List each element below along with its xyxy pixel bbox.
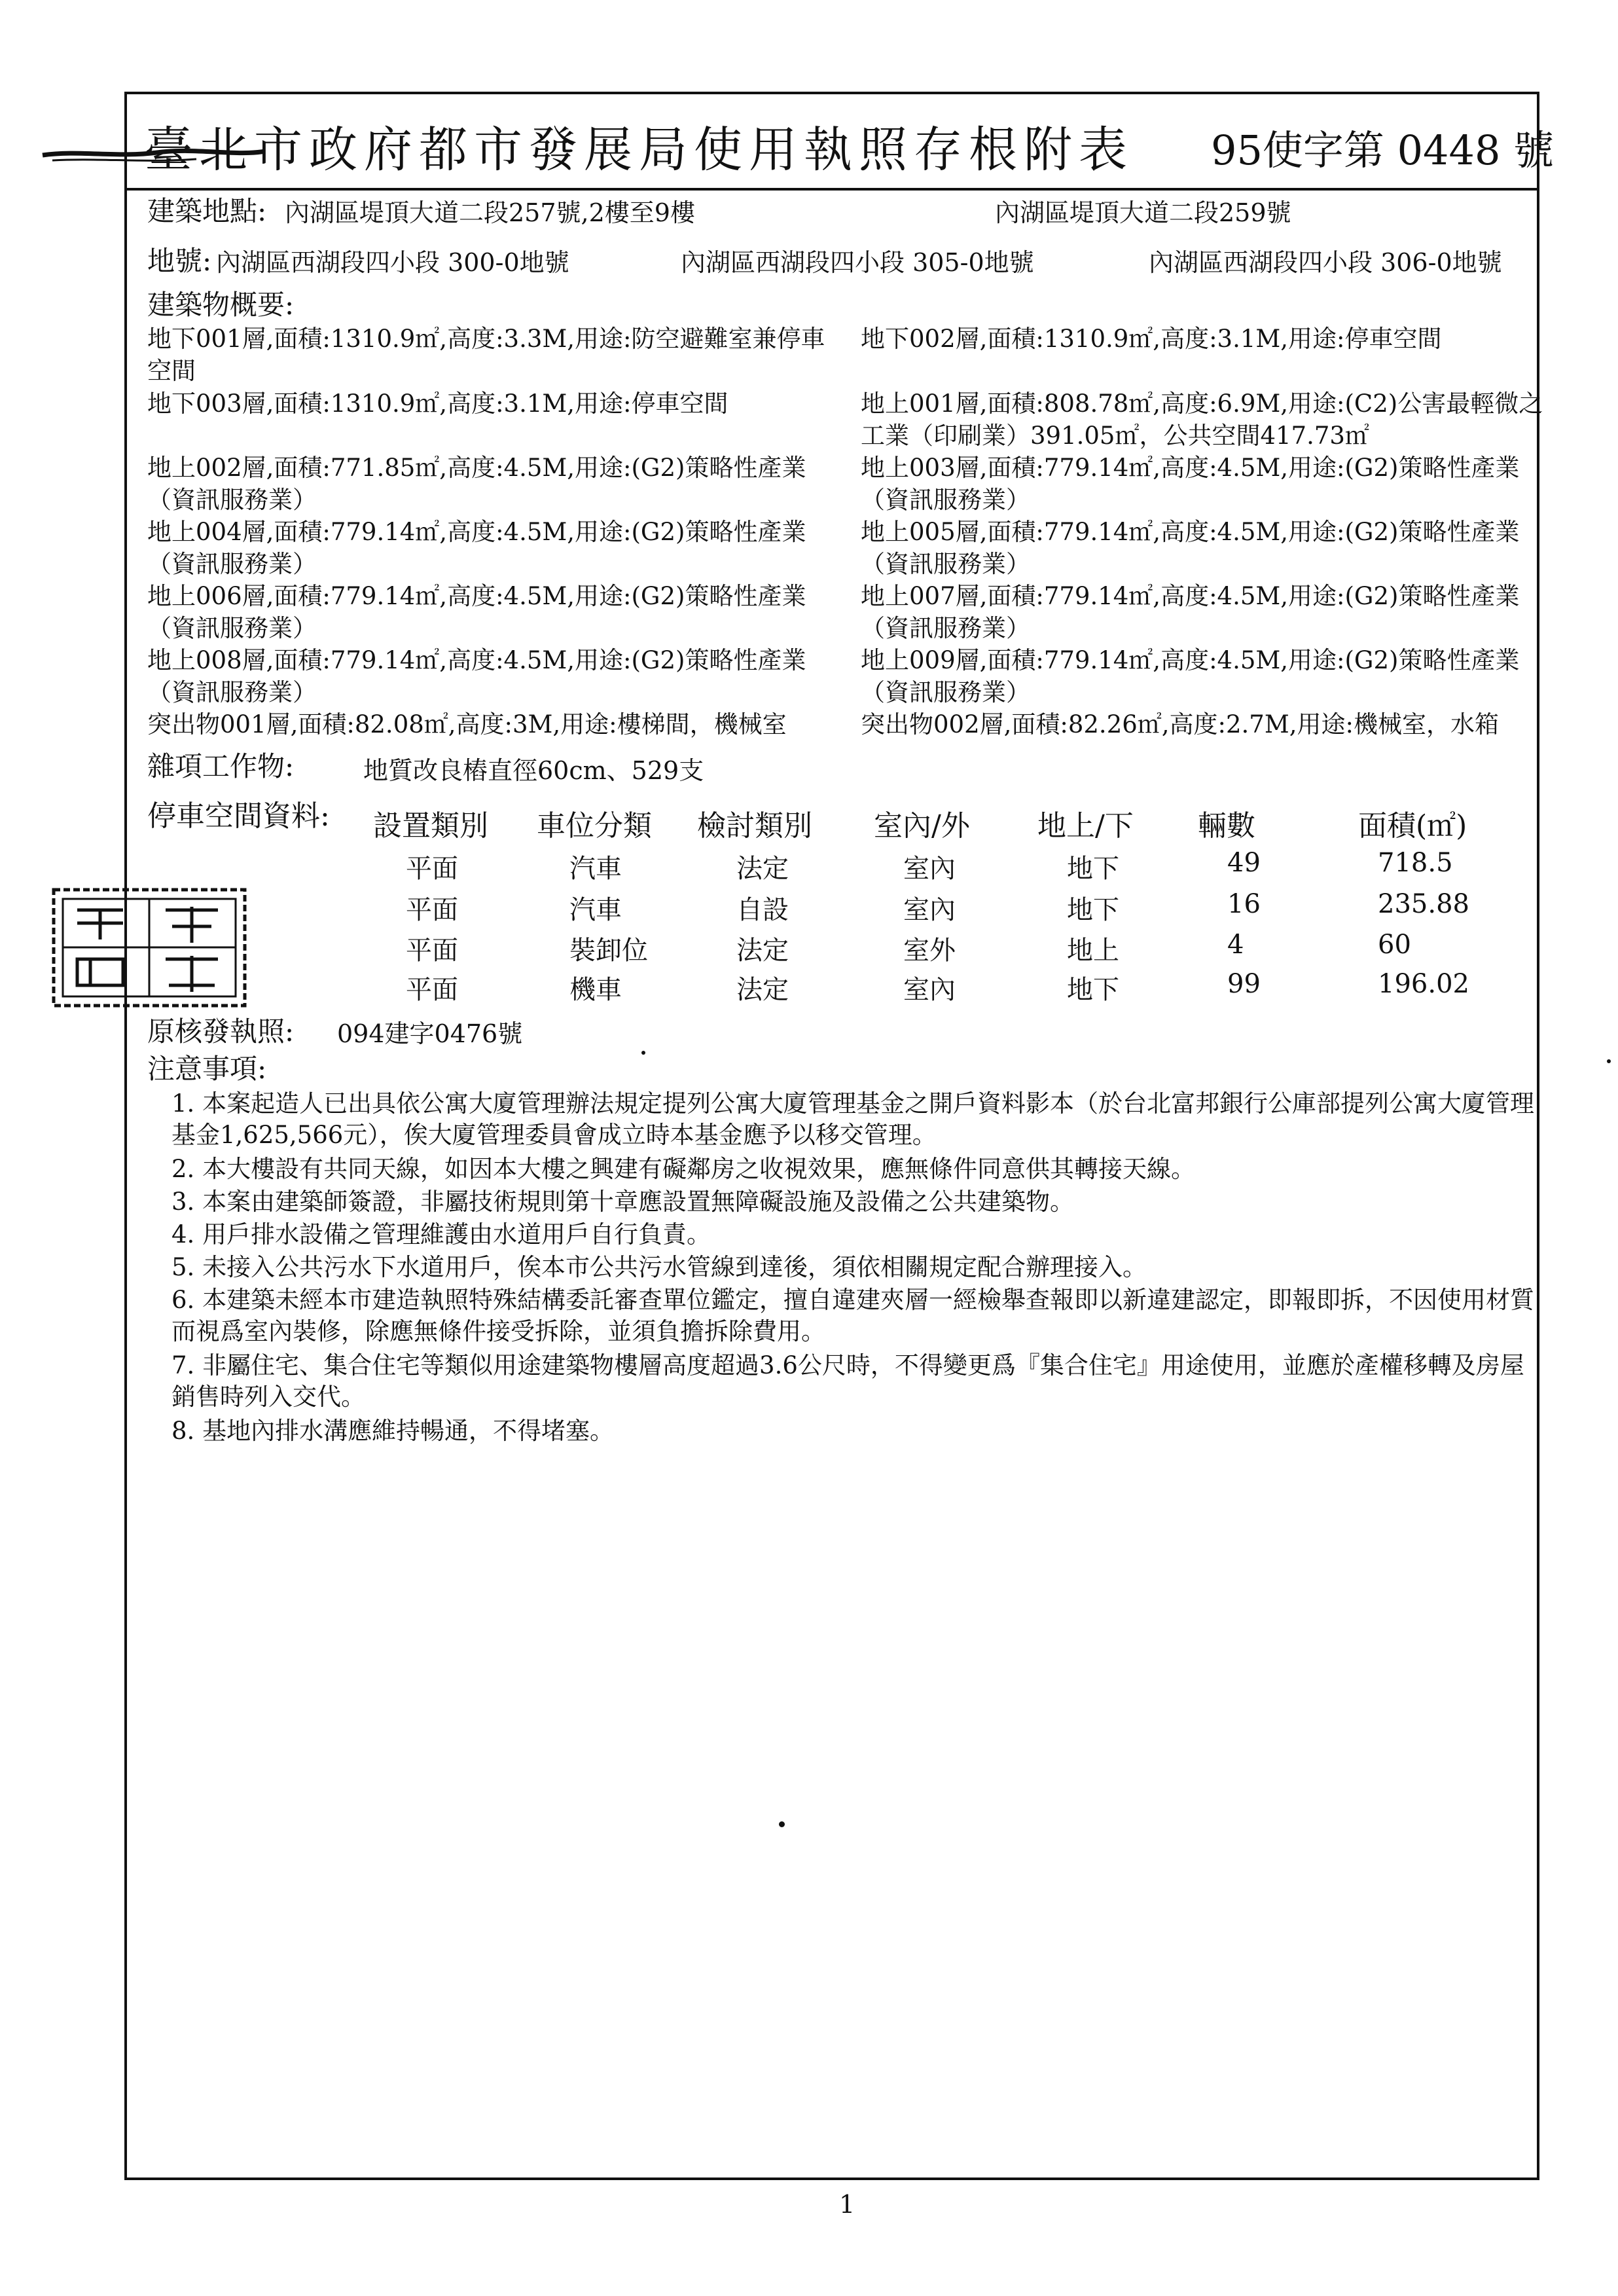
lot-number-3: 內湖區西湖段四小段 306-0地號: [1149, 248, 1502, 277]
notes-label: 注意事項:: [147, 1053, 267, 1085]
note-item: 6. 本建築未經本市建造執照特殊結構委託審查單位鑑定，擅自違建夾層一經檢舉查報即以新違建認定，即報即拆，不因使用材質而視爲室內裝修，除應無條件接受拆除，並須負擔拆除費用。: [171, 1286, 1535, 1345]
parking-header: 車位分類: [537, 809, 652, 843]
floor-entry: 地下002層,面積:1310.9㎡,高度:3.1M,用途:停車空間: [861, 325, 1442, 353]
floor-entry: 地下001層,面積:1310.9㎡,高度:3.3M,用途:防空避難室兼停車空間: [147, 325, 825, 385]
floor-entry: 地上003層,面積:779.14㎡,高度:4.5M,用途:(G2)策略性產業（資訊服務業）: [861, 454, 1520, 514]
note-item: 8. 基地內排水溝應維持暢通，不得堵塞。: [171, 1417, 615, 1445]
note-item: 4. 用戶排水設備之管理維護由水道用戶自行負責。: [171, 1220, 711, 1248]
parking-header: 檢討類別: [697, 809, 812, 843]
parking-cell: 法定: [736, 975, 789, 1005]
floor-entry: 突出物002層,面積:82.26㎡,高度:2.7M,用途:機械室，水箱: [861, 710, 1499, 738]
parking-cell: 裝卸位: [569, 936, 648, 966]
note-item: 1. 本案起造人已出具依公寓大廈管理辦法規定提列公寓大廈管理基金之開戶資料影本（於台北富邦銀行公庫部提列公寓大廈管理基金1,625,566元），俟大廈管理委員會成立時本基金應予以移交管理。: [171, 1089, 1535, 1149]
parking-cell: 法定: [736, 854, 789, 884]
parking-header: 輛數: [1198, 809, 1255, 843]
overview-label: 建築物概要:: [147, 289, 295, 321]
floor-entry: 地上008層,面積:779.14㎡,高度:4.5M,用途:(G2)策略性產業（資訊服務業）: [147, 646, 806, 706]
permit-number: 95使字第 0448 號: [1211, 126, 1555, 174]
parking-cell: 室內: [903, 975, 956, 1005]
scan-speck: [641, 1051, 645, 1055]
official-seal-stamp: [51, 887, 247, 1008]
parking-cell: 汽車: [569, 895, 622, 925]
floor-entry: 地上007層,面積:779.14㎡,高度:4.5M,用途:(G2)策略性產業（資訊服務業）: [861, 582, 1520, 642]
parking-cell: 地下: [1067, 895, 1119, 925]
floor-entry: 地上005層,面積:779.14㎡,高度:4.5M,用途:(G2)策略性產業（資訊服務業）: [861, 518, 1520, 578]
floor-entry: 地上009層,面積:779.14㎡,高度:4.5M,用途:(G2)策略性產業（資訊服務業）: [861, 646, 1520, 706]
site-label: 建築地點:: [147, 195, 267, 227]
parking-cell: 平面: [406, 936, 458, 966]
floor-entry: 地下003層,面積:1310.9㎡,高度:3.1M,用途:停車空間: [147, 390, 728, 418]
parking-header: 地上/下: [1037, 809, 1134, 843]
parking-cell: 機車: [569, 975, 622, 1005]
parking-cell: 自設: [736, 895, 789, 925]
parking-cell: 室外: [903, 936, 956, 966]
floor-entry: 地上002層,面積:771.85㎡,高度:4.5M,用途:(G2)策略性產業（資訊服務業）: [147, 454, 806, 514]
parking-header: 面積(㎡): [1358, 809, 1467, 843]
parking-cell: 法定: [736, 936, 789, 966]
note-item: 5. 未接入公共污水下水道用戶，俟本市公共污水管線到達後，須依相關規定配合辦理接入。: [171, 1253, 1147, 1281]
parking-cell: 地上: [1067, 936, 1119, 966]
parking-header: 室內/外: [874, 809, 970, 843]
floor-entry: 突出物001層,面積:82.08㎡,高度:3M,用途:樓梯間，機械室: [147, 710, 787, 738]
lot-number-1: 內湖區西湖段四小段 300-0地號: [216, 248, 569, 277]
parking-cell: 99: [1227, 969, 1261, 999]
parking-cell: 235.88: [1378, 889, 1469, 919]
page-number: 1: [839, 2190, 855, 2219]
floor-entry: 地上001層,面積:808.78㎡,高度:6.9M,用途:(C2)公害最輕微之工業（印刷業）391.05㎡，公共空間417.73㎡: [861, 390, 1543, 450]
misc-works-label: 雜項工作物:: [147, 750, 295, 782]
parking-cell: 汽車: [569, 854, 622, 884]
scan-speck: [779, 1821, 785, 1827]
parking-cell: 49: [1227, 848, 1261, 878]
document-title: 臺北市政府都市發展局使用執照存根附表: [144, 122, 1134, 178]
title-rule: [124, 188, 1539, 191]
floor-entry: 地上004層,面積:779.14㎡,高度:4.5M,用途:(G2)策略性產業（資訊服務業）: [147, 518, 806, 578]
parking-cell: 室內: [903, 854, 956, 884]
original-permit-label: 原核發執照:: [147, 1015, 295, 1048]
misc-works-value: 地質改良樁直徑60cm、529支: [363, 756, 704, 785]
note-item: 2. 本大樓設有共同天線，如因本大樓之興建有礙鄰房之收視效果，應無條件同意供其轉接天線。: [171, 1155, 1196, 1183]
parking-cell: 地下: [1067, 854, 1119, 884]
parking-label: 停車空間資料:: [147, 799, 330, 833]
lot-label: 地號:: [147, 245, 212, 277]
site-address-1: 內湖區堤頂大道二段257號,2樓至9樓: [285, 198, 695, 227]
parking-cell: 室內: [903, 895, 956, 925]
site-address-2: 內湖區堤頂大道二段259號: [995, 198, 1291, 227]
parking-cell: 平面: [406, 975, 458, 1005]
parking-cell: 718.5: [1378, 848, 1453, 878]
parking-cell: 16: [1227, 889, 1261, 919]
parking-cell: 平面: [406, 895, 458, 925]
parking-cell: 196.02: [1378, 969, 1469, 999]
note-item: 7. 非屬住宅、集合住宅等類似用途建築物樓層高度超過3.6公尺時，不得變更爲『集合住宅』用途使用，並應於產權移轉及房屋銷售時列入交代。: [171, 1351, 1524, 1411]
lot-number-2: 內湖區西湖段四小段 305-0地號: [681, 248, 1034, 277]
floor-entry: 地上006層,面積:779.14㎡,高度:4.5M,用途:(G2)策略性產業（資訊服務業）: [147, 582, 806, 642]
parking-header: 設置類別: [373, 809, 488, 843]
scan-speck: [1607, 1059, 1611, 1063]
parking-cell: 4: [1227, 930, 1244, 960]
note-item: 3. 本案由建築師簽證，非屬技術規則第十章應設置無障礙設施及設備之公共建築物。: [171, 1188, 1075, 1216]
original-permit-value: 094建字0476號: [337, 1019, 523, 1048]
parking-cell: 60: [1378, 930, 1411, 960]
parking-cell: 平面: [406, 854, 458, 884]
parking-cell: 地下: [1067, 975, 1119, 1005]
